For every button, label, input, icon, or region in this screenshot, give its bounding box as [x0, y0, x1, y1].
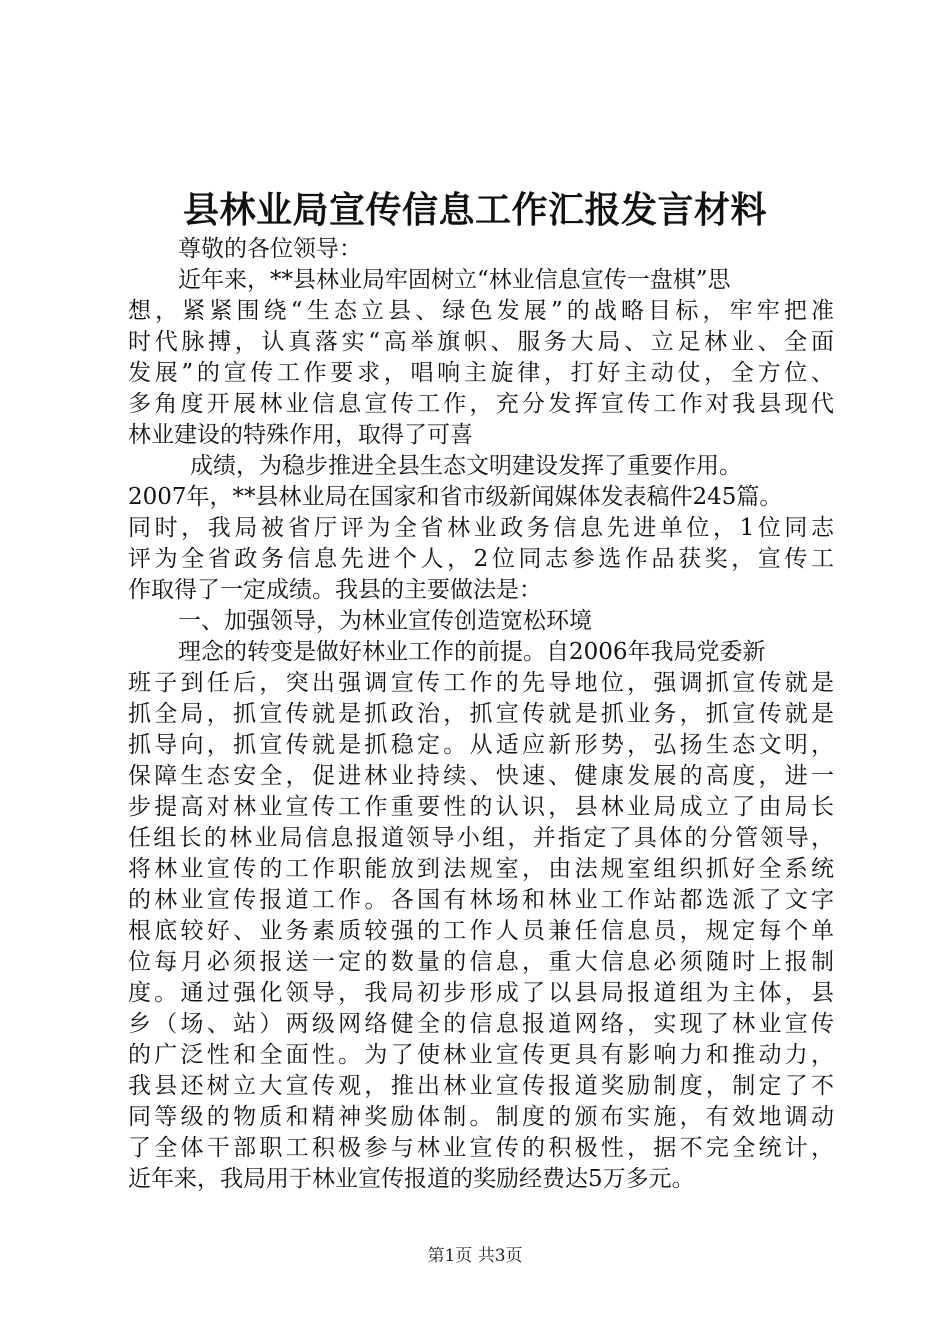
body-line: 作取得了一定成绩。我县的主要做法是： — [128, 577, 542, 603]
body-line: 了全体干部职工积极参与林业宣传的积极性，据不完全统计， — [128, 1135, 834, 1161]
body-line: 的林业宣传报道工作。各国有林场和林业工作站都选派了文字 — [128, 887, 834, 913]
body-line: 任组长的林业局信息报道领导小组，并指定了具体的分管领导， — [128, 825, 834, 851]
body-line: 林业建设的特殊作用，取得了可喜 — [128, 422, 473, 448]
body-line: 同等级的物质和精神奖励体制。制度的颁布实施，有效地调动 — [128, 1104, 834, 1130]
section-heading: 一、加强领导，为林业宣传创造宽松环境 — [178, 608, 592, 634]
body-line: 根底较好、业务素质较强的工作人员兼任信息员，规定每个单 — [128, 918, 834, 944]
body-line: 抓全局，抓宣传就是抓政治，抓宣传就是抓业务，抓宣传就是 — [128, 701, 834, 727]
body-line: 位每月必须报送一定的数量的信息，重大信息必须随时上报制 — [128, 949, 834, 975]
body-line: 的广泛性和全面性。为了使林业宣传更具有影响力和推动力， — [128, 1042, 834, 1068]
salutation-line: 尊敬的各位领导： — [178, 236, 362, 262]
body-line: 同时，我局被省厅评为全省林业政务信息先进单位，1位同志 — [128, 515, 834, 541]
document-body — [128, 234, 834, 1195]
body-line: 班子到任后，突出强调宣传工作的先导地位，强调抓宣传就是 — [128, 670, 834, 696]
body-line: 抓导向，抓宣传就是抓稳定。从适应新形势，弘扬生态文明， — [128, 732, 834, 758]
document-title: 县林业局宣传信息工作汇报发言材料 — [182, 189, 767, 231]
body-line: 发展”的宣传工作要求，唱响主旋律，打好主动仗，全方位、 — [128, 360, 834, 386]
body-line: 时代脉搏，认真落实“高举旗帜、服务大局、立足林业、全面 — [128, 329, 834, 355]
body-line: 想，紧紧围绕“生态立县、绿色发展”的战略目标，牢牢把准 — [128, 298, 834, 324]
body-line: 我县还树立大宣传观，推出林业宣传报道奖励制度，制定了不 — [128, 1073, 834, 1099]
body-line: 近年来，我局用于林业宣传报道的奖励经费达5万多元。 — [128, 1166, 695, 1192]
body-line: 理念的转变是做好林业工作的前提。自2006年我局党委新 — [178, 639, 766, 665]
body-line: 近年来，**县林业局牢固树立“林业信息宣传一盘棋”思 — [178, 267, 731, 293]
page-number: 第1页 共3页 — [427, 1246, 523, 1266]
body-line: 保障生态安全，促进林业持续、快速、健康发展的高度，进一 — [128, 763, 834, 789]
body-line: 成绩，为稳步推进全县生态文明建设发挥了重要作用。 — [190, 453, 742, 479]
body-line: 度。通过强化领导，我局初步形成了以县局报道组为主体，县 — [128, 980, 834, 1006]
body-line: 乡（场、站）两级网络健全的信息报道网络，实现了林业宣传 — [128, 1011, 834, 1037]
body-line: 步提高对林业宣传工作重要性的认识，县林业局成立了由局长 — [128, 794, 834, 820]
body-line: 评为全省政务信息先进个人，2位同志参选作品获奖，宣传工 — [128, 546, 834, 572]
body-line: 多角度开展林业信息宣传工作，充分发挥宣传工作对我县现代 — [128, 391, 834, 417]
body-line: 2007年，**县林业局在国家和省市级新闻媒体发表稿件245篇。 — [128, 484, 783, 510]
body-line: 将林业宣传的工作职能放到法规室，由法规室组织抓好全系统 — [128, 856, 834, 882]
